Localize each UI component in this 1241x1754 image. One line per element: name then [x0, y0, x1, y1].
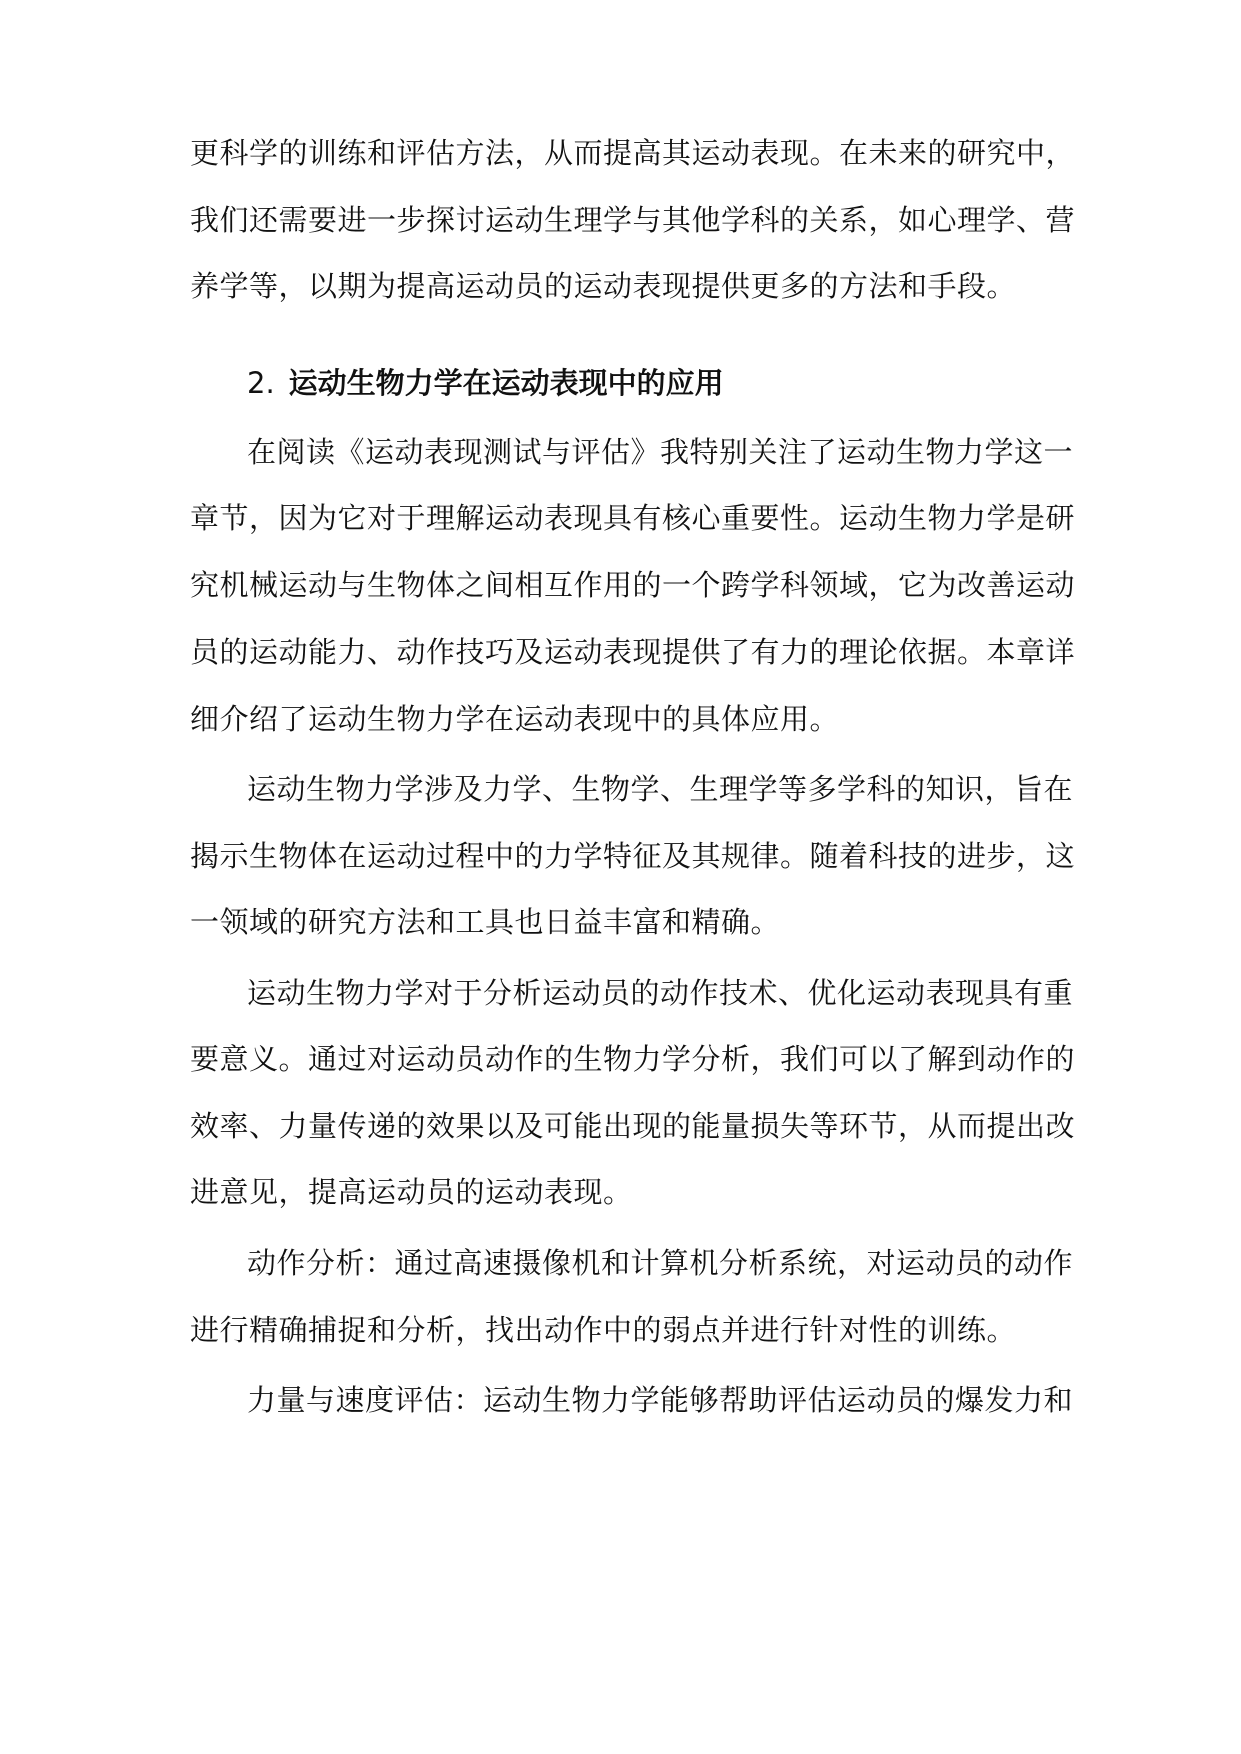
paragraph-1-line-1: 在阅读《运动表现测试与评估》我特别关注了运动生物力学这一 — [247, 435, 1074, 469]
paragraph-1-line-3: 究机械运动与生物体之间相互作用的一个跨学科领域，它为改善运动 — [190, 568, 1076, 602]
intro-line-2: 我们还需要进一步探讨运动生理学与其他学科的关系，如心理学、营 — [190, 203, 1076, 237]
intro-line-1: 更科学的训练和评估方法，从而提高其运动表现。在未来的研究中， — [190, 136, 1076, 170]
paragraph-3-line-1: 运动生物力学对于分析运动员的动作技术、优化运动表现具有重 — [247, 976, 1074, 1010]
section-title: 运动生物力学在运动表现中的应用 — [288, 366, 724, 400]
section-heading — [247, 363, 1067, 403]
paragraph-3-line-4: 进意见，提高运动员的运动表现。 — [190, 1175, 633, 1209]
paragraph-2-line-2: 揭示生物体在运动过程中的力学特征及其规律。随着科技的进步，这 — [190, 839, 1076, 873]
intro-line-3: 养学等，以期为提高运动员的运动表现提供更多的方法和手段。 — [190, 269, 1017, 303]
section-number: 2. — [247, 366, 275, 400]
paragraph-1-line-5: 细介绍了运动生物力学在运动表现中的具体应用。 — [190, 702, 840, 736]
paragraph-2-line-1: 运动生物力学涉及力学、生物学、生理学等多学科的知识，旨在 — [247, 772, 1074, 806]
paragraph-4-line-1: 动作分析：通过高速摄像机和计算机分析系统，对运动员的动作 — [247, 1246, 1074, 1280]
paragraph-2-line-3: 一领域的研究方法和工具也日益丰富和精确。 — [190, 905, 781, 939]
paragraph-3-line-2: 要意义。通过对运动员动作的生物力学分析，我们可以了解到动作的 — [190, 1042, 1076, 1076]
paragraph-4-line-2: 进行精确捕捉和分析，找出动作中的弱点并进行针对性的训练。 — [190, 1313, 1017, 1347]
paragraph-5-line-1: 力量与速度评估：运动生物力学能够帮助评估运动员的爆发力和 — [247, 1383, 1074, 1417]
paragraph-1-line-4: 员的运动能力、动作技巧及运动表现提供了有力的理论依据。本章详 — [190, 635, 1076, 669]
paragraph-1-line-2: 章节，因为它对于理解运动表现具有核心重要性。运动生物力学是研 — [190, 501, 1076, 535]
paragraph-3-line-3: 效率、力量传递的效果以及可能出现的能量损失等环节，从而提出改 — [190, 1109, 1076, 1143]
